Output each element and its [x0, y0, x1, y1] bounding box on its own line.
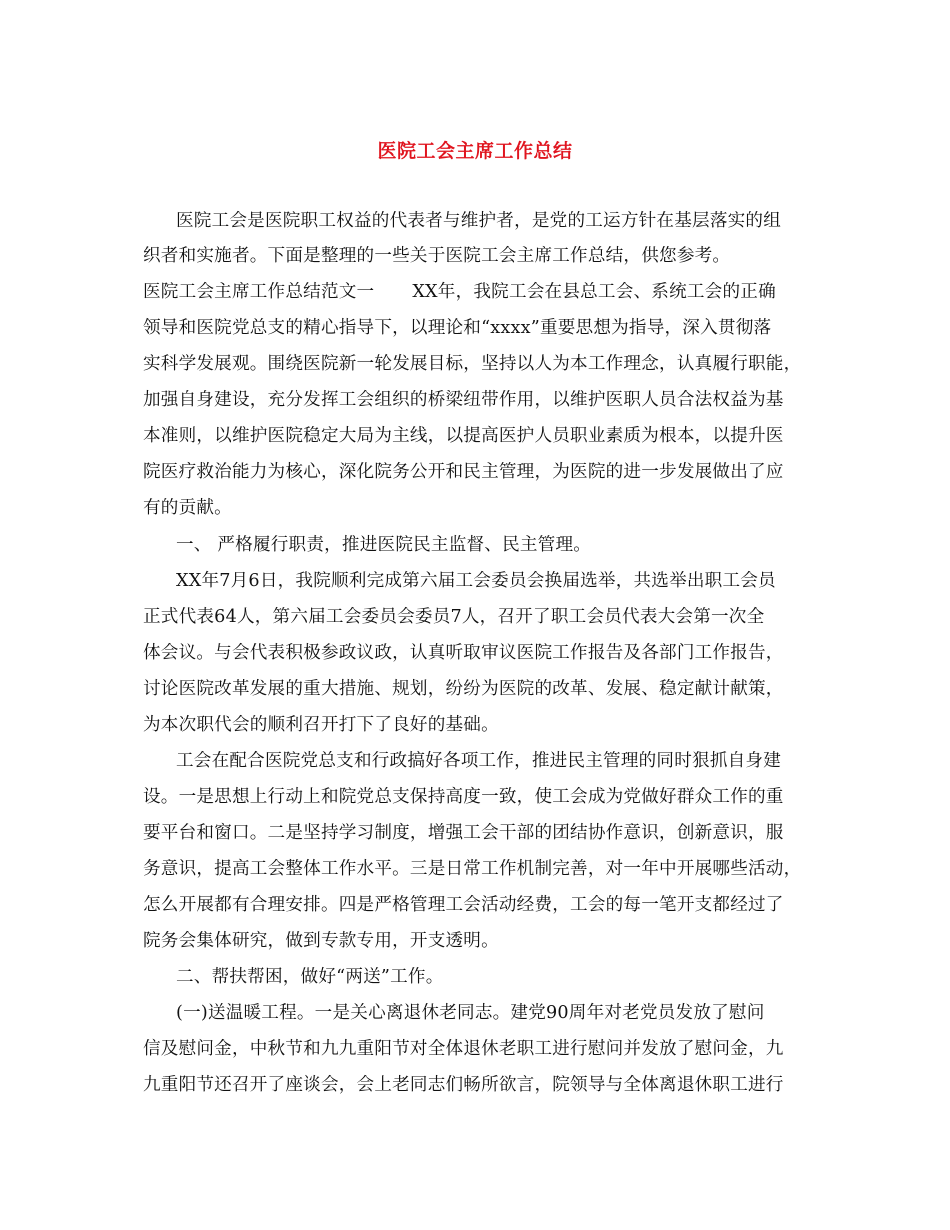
paragraph-line: 有的贡献。	[143, 498, 232, 518]
paragraph-line: 工会在配合医院党总支和行政搞好各项工作，推进民主管理的同时狠抓自身建	[176, 751, 781, 771]
paragraph-line: 怎么开展都有合理安排。四是严格管理工会活动经费，工会的每一笔开支都经过了	[143, 895, 784, 915]
paragraph-line: 九重阳节还召开了座谈会，会上老同志们畅所欲言，院领导与全体离退休职工进行	[143, 1075, 784, 1095]
paragraph-line: 要平台和窗口。二是坚持学习制度，增强工会干部的团结协作意识，创新意识，服	[143, 823, 784, 843]
paragraph-line: (一)送温暖工程。一是关心离退休老同志。建党90周年对老党员发放了慰问	[176, 1003, 765, 1023]
paragraph-line: 本准则，以维护医院稳定大局为主线，以提高医护人员职业素质为根本，以提升医	[143, 426, 784, 446]
paragraph-line: 信及慰问金，中秋节和九九重阳节对全体退休老职工进行慰问并发放了慰问金，九	[143, 1039, 784, 1059]
paragraph-line: 领导和医院党总支的精心指导下，以理论和“xxxx”重要思想为指导，深入贯彻落	[143, 318, 772, 338]
paragraph-line: 院务会集体研究，做到专款专用，开支透明。	[143, 931, 499, 951]
paragraph-line: 讨论医院改革发展的重大措施、规划，纷纷为医院的改革、发展、稳定献计献策，	[143, 679, 784, 699]
paragraph-line: 正式代表64人，第六届工会委员会委员7人，召开了职工会员代表大会第一次全	[143, 607, 765, 627]
paragraph-line: 务意识，提高工会整体工作水平。三是日常工作机制完善，对一年中开展哪些活动，	[143, 859, 802, 879]
document-title: 医院工会主席工作总结	[377, 140, 573, 162]
paragraph-line: 院医疗救治能力为核心，深化院务公开和民主管理，为医院的进一步发展做出了应	[143, 462, 784, 482]
sample-heading: 医院工会主席工作总结范文一	[143, 282, 375, 302]
paragraph-line: 医院工会是医院职工权益的代表者与维护者，是党的工运方针在基层落实的组	[176, 211, 781, 231]
paragraph-line: 加强自身建设，充分发挥工会组织的桥梁纽带作用，以维护医职人员合法权益为基	[143, 390, 784, 410]
paragraph-line: 实科学发展观。围绕医院新一轮发展目标，坚持以人为本工作理念，认真履行职能，	[143, 354, 802, 374]
paragraph-line: 为本次职代会的顺利召开打下了良好的基础。	[143, 715, 499, 735]
paragraph-line-sample-heading	[143, 281, 776, 303]
paragraph-line: XX年7月6日，我院顺利完成第六届工会委员会换届选举，共选举出职工会员	[176, 571, 776, 591]
paragraph-line: 设。一是思想上行动上和院党总支保持高度一致，使工会成为党做好群众工作的重	[143, 787, 784, 807]
section-heading: 一、 严格履行职责，推进医院民主监督、民主管理。	[176, 535, 592, 555]
paragraph-text: XX年，我院工会在县总工会、系统工会的正确	[412, 282, 776, 302]
paragraph-line: 织者和实施者。下面是整理的一些关于医院工会主席工作总结，供您参考。	[143, 246, 731, 266]
section-heading: 二、帮扶帮困，做好“两送”工作。	[176, 967, 444, 987]
paragraph-line: 体会议。与会代表积极参政议政，认真听取审议医院工作报告及各部门工作报告，	[143, 643, 784, 663]
